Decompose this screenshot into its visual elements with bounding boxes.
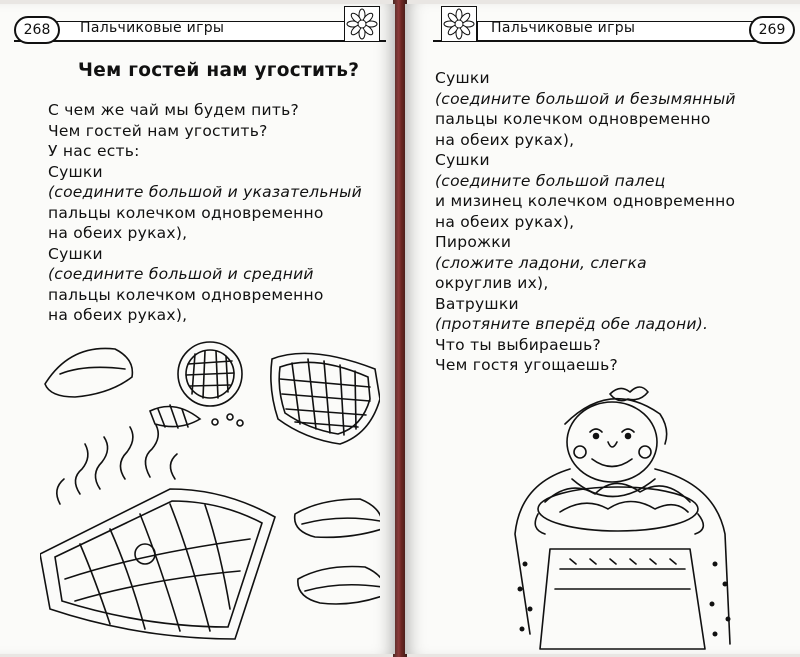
section-title: Пальчиковые игры <box>491 20 636 36</box>
poem-line: (протяните вперёд обе ладони). <box>435 315 709 333</box>
poem-line: пальцы колечком одновременно <box>48 285 324 304</box>
poem-line: Пирожки <box>435 233 512 251</box>
steam-icon <box>57 425 177 504</box>
poem-line: (соедините большой и средний <box>48 265 314 283</box>
lattice-pie-icon <box>150 405 243 428</box>
grandmother-icon <box>500 384 790 654</box>
poem-line: (соедините большой палец <box>435 171 666 190</box>
poem-line: Что ты выбираешь? <box>435 335 601 354</box>
lattice-pie-icon <box>271 353 380 444</box>
poem-line: Чем гостей нам угостить? <box>48 121 268 140</box>
poem-line: Сушки <box>435 151 490 169</box>
poem-line: (соедините большой и указательный <box>48 183 362 201</box>
poem-line: округлив их), <box>435 274 549 292</box>
poem-title: Чем гостей нам угостить? <box>78 60 360 81</box>
poem-line: на обеих руках), <box>48 224 188 242</box>
left-header <box>14 16 386 42</box>
braided-pie-icon <box>40 489 275 639</box>
left-page <box>0 4 395 654</box>
page-number: 268 <box>14 16 60 44</box>
right-page <box>405 4 800 654</box>
poem-line: пальцы колечком одновременно <box>48 203 324 222</box>
poem-line: и мизинец колечком одновременно <box>435 192 736 210</box>
poem-line: У нас есть: <box>48 142 140 160</box>
right-header <box>433 16 789 42</box>
poem-line: Сушки <box>48 244 103 263</box>
flower-icon <box>441 6 477 42</box>
poem-line: (сложите ладони, слегка <box>435 253 647 272</box>
flower-icon <box>344 6 380 42</box>
poem-line: (соедините большой и безымянный <box>435 89 736 108</box>
dress-dots <box>518 562 731 637</box>
poem-line: Сушки <box>48 162 103 181</box>
right-poem-text <box>435 68 736 376</box>
poem-line: пальцы колечком одновременно <box>435 110 711 128</box>
poem-line: С чем же чай мы будем пить? <box>48 101 299 119</box>
pie-icon <box>298 567 380 605</box>
poem-line: Сушки <box>435 69 490 87</box>
poem-line: Ватрушки <box>435 294 519 313</box>
section-title: Пальчиковые игры <box>80 20 225 36</box>
pastries-illustration <box>40 339 380 649</box>
tart-icon <box>178 342 242 406</box>
poem-line: Чем гостя угощаешь? <box>435 356 618 374</box>
pie-icon <box>45 348 132 397</box>
poem-line: на обеих руках), <box>435 212 575 231</box>
page-number: 269 <box>749 16 795 44</box>
poem-line: на обеих руках), <box>435 130 575 149</box>
left-poem-text <box>48 100 362 326</box>
poem-line: на обеих руках), <box>48 306 188 324</box>
pie-icon <box>295 499 380 537</box>
